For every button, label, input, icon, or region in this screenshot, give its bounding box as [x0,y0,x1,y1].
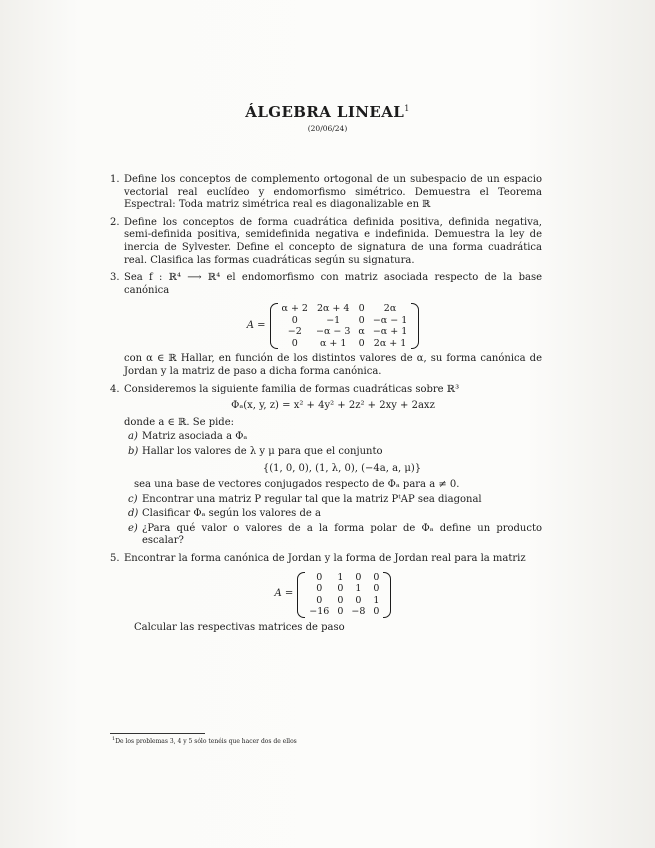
problem-1 [110,174,542,212]
problem-text: Define los conceptos de forma cuadrática definida positiva, definida negativa, semi-definida positiva, semidefinida negativa e indefinida. Demuestra la ley de inercia de Sylvester. Define el concepto de signatura de una forma cuadrática real. Clasifica las formas cuadráticas según su signatura. [124,216,542,266]
matrix-cell: 0 [316,594,323,606]
subitem-text: ¿Para qué valor o valores de a la forma polar de Φₐ define un producto escalar? [142,522,542,547]
matrix-cell: 0 [373,571,380,583]
matrix-row [278,326,412,338]
matrix-cell: −2 [287,326,302,338]
left-paren [297,572,305,618]
matrix-cell: −α − 1 [372,314,408,326]
title-text: ÁLGEBRA LINEAL [245,103,405,121]
subitem-d [124,508,542,521]
subitem-label: e) [128,522,138,534]
matrix-cell: α + 2 [281,303,308,315]
subitem-label: b) [128,445,139,457]
matrix-block [124,303,542,349]
vector-set: {(1, 0, 0), (1, λ, 0), (−4a, a, μ)} [262,462,422,474]
subitem-e [124,523,542,548]
problem-number: 5. [110,553,120,565]
footnote-divider [110,733,205,734]
footnote-mark: 1 [112,736,116,742]
formula: Φₐ(x, y, z) = x² + 4y² + 2z² + 2xy + 2axz [231,400,435,412]
left-paren [270,303,278,349]
matrix-cell: 0 [337,606,344,618]
matrix-cell: 1 [355,583,362,595]
subitem-a [124,431,542,444]
matrix-cell: 2α [383,303,397,315]
matrix-cell: 2α + 1 [373,337,407,349]
matrix-cell: −16 [309,606,330,618]
problem-ask: donde a ∈ ℝ. Se pide: [124,416,234,428]
subitem-label: c) [128,493,138,505]
matrix-row [278,315,412,327]
problem-number: 2. [110,216,120,228]
subitem-label: d) [128,508,139,520]
matrix-block [124,572,542,618]
subitem-b-continuation: sea una base de vectores conjugados respecto de Φₐ para a ≠ 0. [134,479,460,491]
subitem-text: Hallar los valores de λ y μ para que el conjunto [142,445,383,457]
subitem-text: Matriz asociada a Φₐ [142,431,248,443]
matrix-cell: 0 [337,594,344,606]
matrix-row [305,583,383,595]
matrix-cell: −α − 3 [315,326,351,338]
matrix-row [305,595,383,607]
matrix-cell: −8 [351,606,366,618]
subitem-label: a) [128,431,138,443]
matrix-row [305,606,383,618]
matrix-cell: 0 [337,583,344,595]
matrix-cell: 1 [373,594,380,606]
subitem-c [124,494,542,507]
subitem-text: Clasificar Φₐ según los valores de a [142,508,321,520]
problem-4 [110,384,542,549]
problem-outro: Calcular las respectivas matrices de paso [134,621,345,633]
footnote-text: De los problemas 3, 4 y 5 sólo tenéis que hacer dos de ellos [115,738,297,745]
problem-outro: con α ∈ ℝ Hallar, en función de los distintos valores de α, su forma canónica de Jordan y la matriz de paso a dicha forma canónica. [124,353,542,377]
matrix-cell: 0 [355,594,362,606]
subitem-text: Encontrar una matriz P regular tal que la matriz PᵗAP sea diagonal [142,493,482,505]
problem-5 [110,553,542,634]
matrix [270,303,420,349]
matrix-cell: 0 [355,571,362,583]
matrix-row [278,303,412,315]
matrix-cell: 0 [358,303,365,315]
matrix-cell: 2α + 4 [316,303,350,315]
matrix-cell: −1 [326,314,341,326]
right-paren [411,303,419,349]
matrix-cell: 1 [337,571,344,583]
problem-intro: Sea f : ℝ⁴ ⟶ ℝ⁴ el endomorfismo con matriz asociada respecto de la base canónica [124,272,542,296]
matrix-cell: 0 [316,571,323,583]
matrix-label: A = [246,320,266,332]
problem-intro: Consideremos la siguiente familia de formas cuadráticas sobre ℝ³ [124,383,460,395]
exam-date: (20/06/24) [307,124,348,133]
matrix-cell: 0 [291,314,298,326]
matrix-cell: 0 [316,583,323,595]
matrix-table [278,303,412,349]
right-paren [383,572,391,618]
matrix-row [305,572,383,584]
problem-2 [110,217,542,267]
problem-3 [110,272,542,378]
problem-number: 4. [110,383,120,395]
subitem-b [124,446,542,475]
matrix-cell: 0 [291,337,298,349]
footnote [112,736,297,745]
page-title [0,103,655,121]
problem-text: Define los conceptos de complemento ortogonal de un subespacio de un espacio vectorial real euclídeo y endomorfismo simétrico. Demuestra el Teorema Espectral: Toda matriz simétrica real es diagonalizable en ℝ [124,174,542,211]
matrix-cell: 0 [358,314,365,326]
problems-list [110,174,542,639]
matrix-cell: α [358,326,365,338]
problem-number: 1. [110,174,120,185]
matrix-row [278,338,412,350]
matrix-cell: α + 1 [319,337,347,349]
matrix-table [305,572,383,618]
problem-intro: Encontrar la forma canónica de Jordan y la forma de Jordan real para la matriz [124,553,526,565]
matrix-label: A = [274,588,294,600]
matrix [297,572,391,618]
problem-number: 3. [110,272,120,284]
matrix-cell: −α + 1 [372,326,408,338]
matrix-cell: 0 [358,337,365,349]
title-footnote-mark: 1 [404,104,410,113]
matrix-cell: 0 [373,583,380,595]
matrix-cell: 0 [373,606,380,618]
